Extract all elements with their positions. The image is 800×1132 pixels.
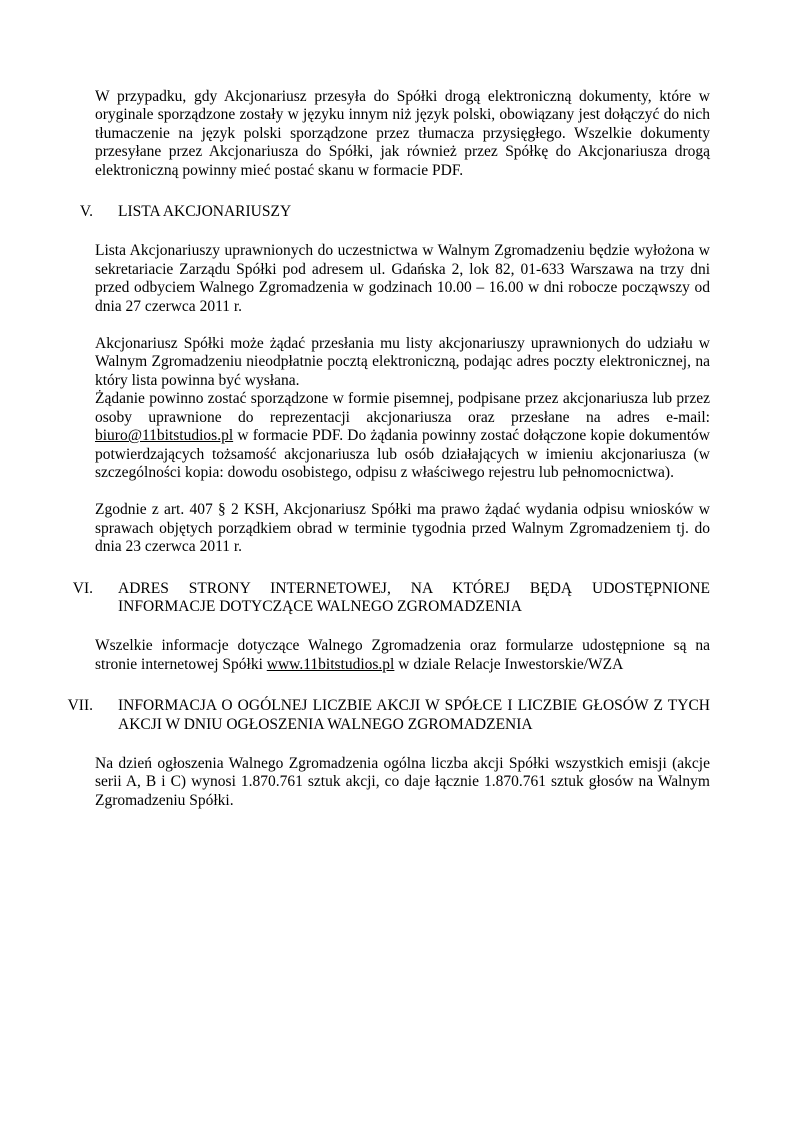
- section-v-paragraph-2b: [95, 390, 710, 482]
- section-v-paragraph-2a: Akcjonariusz Spółki może żądać przesłania mu listy akcjonariuszy uprawnionych do udziału w Walnym Zgromadzeniu nieodpłatnie pocztą elektroniczną, podając adres poczty elektronicznej, na który lista powinna być wysłana.: [95, 335, 710, 389]
- section-v-number: V.: [79, 203, 93, 221]
- section-v-paragraph-3: Zgodnie z art. 407 § 2 KSH, Akcjonariusz Spółki ma prawo żądać wydania odpisu wniosków w sprawach objętych porządkiem obrad w terminie tygodnia przed Walnym Zgromadzeniem tj. do dnia 23 czerwca 2011 r.: [95, 501, 710, 556]
- paragraph-text: Wszelkie informacje dotyczące Walnego Zgromadzenia oraz formularze udostępnione są na stronie internetowej Spółki: [95, 637, 710, 673]
- section-v-title: LISTA AKCJONARIUSZY: [118, 203, 292, 221]
- section-vi-paragraph-1: [95, 637, 710, 674]
- email-link[interactable]: biuro@11bitstudios.pl: [95, 427, 234, 445]
- section-vii-paragraph-1: Na dzień ogłoszenia Walnego Zgromadzenia ogólna liczba akcji Spółki wszystkich emisji (akcje serii A, B i C) wynosi 1.870.761 sztuk akcji, co daje łącznie 1.870.761 sztuk głosów na Walnym Zgromadzeniu Spółki.: [95, 754, 710, 809]
- section-v-heading: [60, 203, 710, 221]
- section-v-paragraph-1: Lista Akcjonariuszy uprawnionych do uczestnictwa w Walnym Zgromadzeniu będzie wyłożona w sekretariacie Zarządu Spółki pod adresem ul. Gdańska 2, lok 82, 01-633 Warszawa na trzy dni przed odbyciem Walnego Zgromadzenia w godzinach 10.00 – 16.00 w dni robocze począwszy od dnia 27 czerwca 2011 r.: [95, 242, 710, 315]
- paragraph-text: w dziale Relacje Inwestorskie/WZA: [394, 655, 624, 673]
- section-vi-heading: [60, 580, 710, 617]
- intro-paragraph: W przypadku, gdy Akcjonariusz przesyła do Spółki drogą elektroniczną dokumenty, które w oryginale sporządzone zostały w języku innym niż język polski, obowiązany jest dołączyć do nich tłumaczenie na język polski sporządzone przez tłumacza przysięgłego. Wszelkie dokumenty przesyłane przez Akcjonariusza do Spółki, jak również przez Spółkę do Akcjonariusza drogą elektroniczną powinny mieć postać skanu w formacie PDF.: [95, 88, 710, 179]
- paragraph-text: w formacie PDF. Do żądania powinny zostać dołączone kopie dokumentów potwierdzających tożsamość akcjonariusza lub osób działających w imieniu akcjonariusza (w szczególności kopia: dowodu osobistego, odpisu z właściwego rejestru lub pełnomocnictwa).: [95, 427, 710, 481]
- section-vi-number: VI.: [72, 579, 93, 597]
- section-vii-title: INFORMACJA O OGÓLNEJ LICZBIE AKCJI W SPÓŁCE I LICZBIE GŁOSÓW Z TYCH AKCJI W DNIU OGŁOSZENIA WALNEGO ZGROMADZENIA: [118, 697, 710, 733]
- paragraph-text: Żądanie powinno zostać sporządzone w formie pisemnej, podpisane przez akcjonariusza lub przez osoby uprawnione do reprezentacji akcjonariusza oraz przesłane na adres e-mail:: [95, 390, 710, 426]
- section-vi-title: ADRES STRONY INTERNETOWEJ, NA KTÓREJ BĘDĄ UDOSTĘPNIONE INFORMACJE DOTYCZĄCE WALNEGO ZGROMADZENIA: [118, 579, 710, 615]
- website-link[interactable]: www.11bitstudios.pl: [266, 655, 395, 673]
- section-vii-heading: [60, 697, 710, 734]
- section-vii-number: VII.: [67, 697, 93, 715]
